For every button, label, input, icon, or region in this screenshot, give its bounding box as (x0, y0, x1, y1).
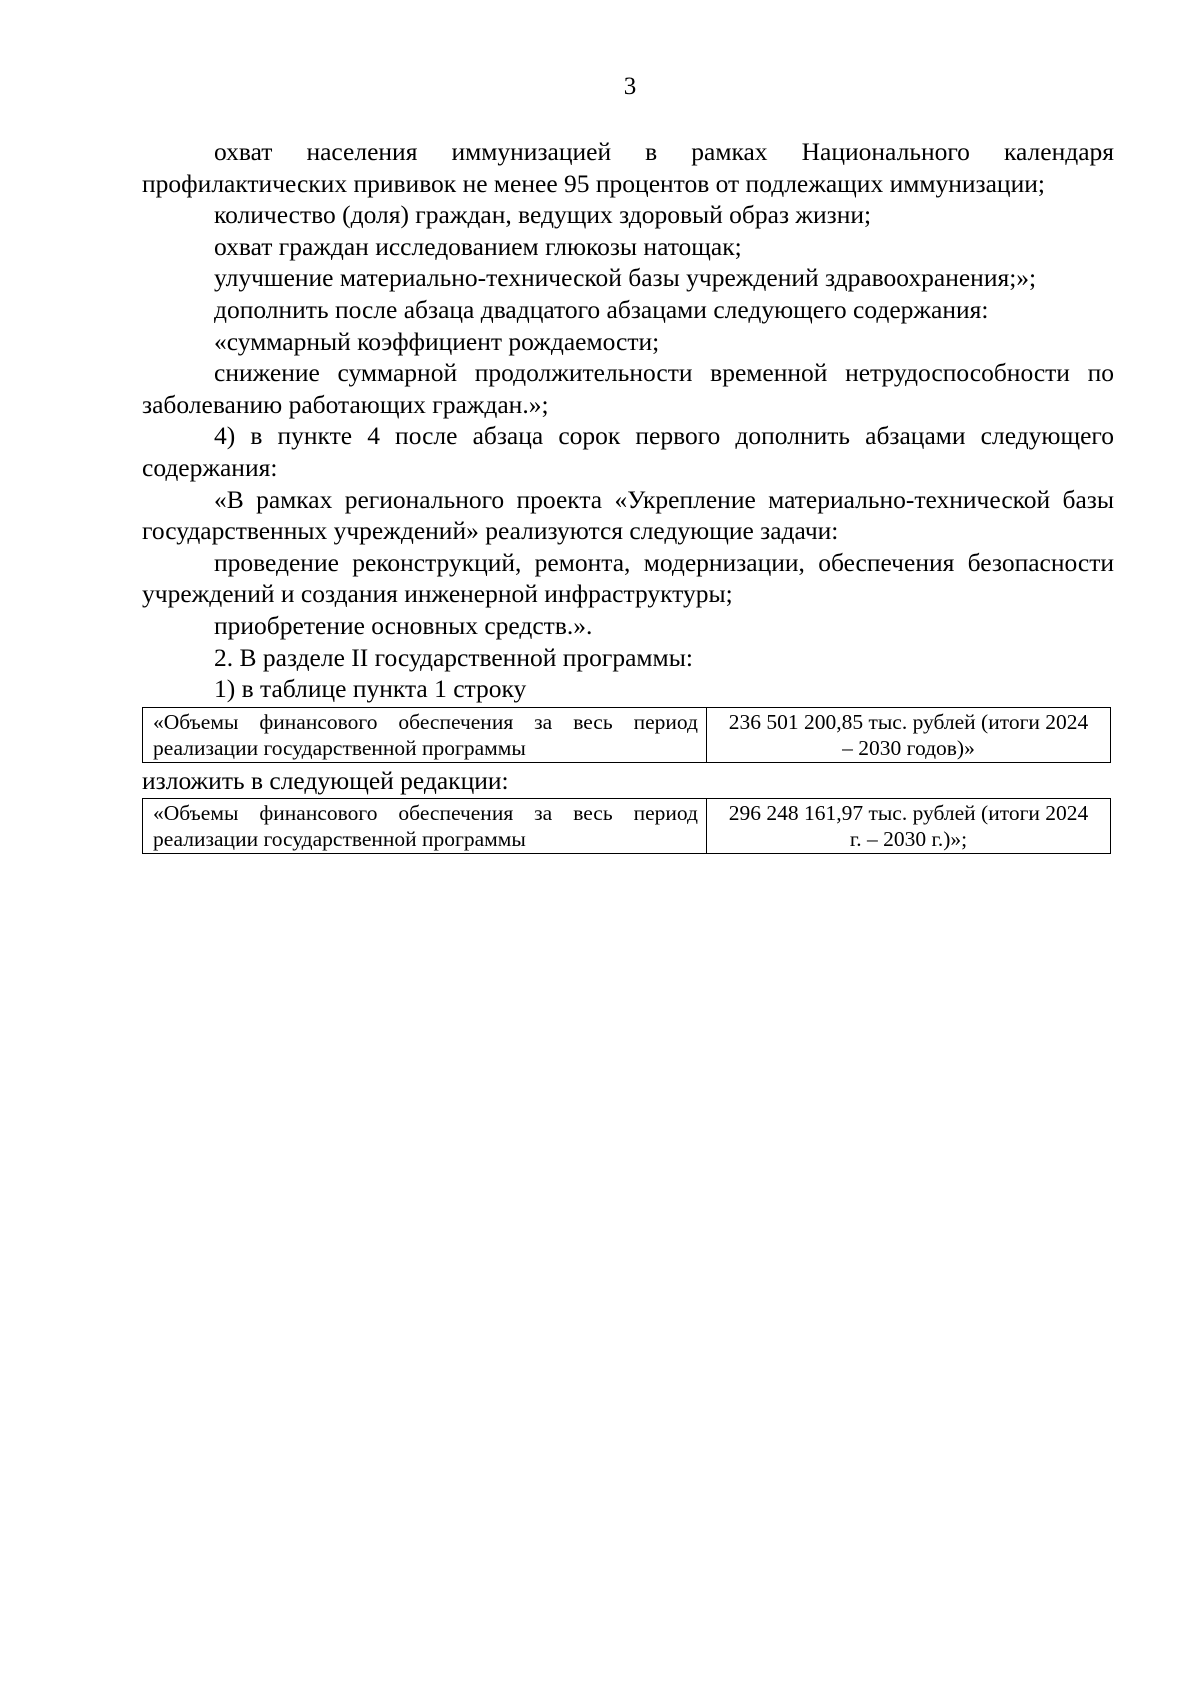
document-body (142, 136, 1114, 856)
paragraph-section-2: 2. В разделе II государственной программы: (214, 642, 693, 672)
paragraph-glucose-screening: охват граждан исследованием глюкозы натощак; (214, 231, 742, 261)
paragraph-table-row-intro: 1) в таблице пункта 1 строку (214, 674, 527, 704)
paragraph-item-4: 4) в пункте 4 после абзаца сорок первого дополнить абзацами следующего содержания: (142, 421, 1114, 482)
table-old-value: 236 501 200,85 тыс. рублей (итоги 2024 – 2030 годов)» (707, 707, 1111, 762)
paragraph-add-after-twentieth: дополнить после абзаца двадцатого абзацами следующего содержания: (214, 294, 989, 324)
table-old-label: «Объемы финансового обеспечения за весь период реализации государственной программы (143, 707, 707, 762)
table-new-value: 296 248 161,97 тыс. рублей (итоги 2024 г. – 2030 г.)»; (707, 799, 1111, 854)
table-new-row (142, 798, 1111, 854)
page-number: 3 (623, 73, 637, 100)
table-old-row (142, 707, 1111, 763)
table-row (143, 799, 1111, 854)
paragraph-reconstruction: проведение реконструкций, ремонта, модернизации, обеспечения безопасности учреждений и создания инженерной инфраструктуры; (142, 547, 1114, 609)
paragraph-regional-project: «В рамках регионального проекта «Укрепление материально-технической базы государственных учреждений» реализуются следующие задачи: (142, 484, 1114, 546)
table-row (143, 707, 1111, 762)
paragraph-fixed-assets: приобретение основных средств.». (214, 610, 593, 640)
paragraph-disability-reduction: снижение суммарной продолжительности временной нетрудоспособности по заболеванию работающих граждан.»; (142, 358, 1114, 419)
table-new-label: «Объемы финансового обеспечения за весь период реализации государственной программы (143, 799, 707, 854)
paragraph-healthy-lifestyle: количество (доля) граждан, ведущих здоровый образ жизни; (214, 200, 872, 230)
paragraph-new-edition: изложить в следующей редакции: (142, 765, 509, 795)
paragraph-immunization-coverage: охват населения иммунизацией в рамках Национального календаря профилактических прививок не менее 95 процентов от подлежащих иммунизации; (142, 137, 1114, 198)
paragraph-material-base: улучшение материально-технической базы учреждений здравоохранения;»; (214, 263, 1037, 293)
paragraph-fertility-rate: «суммарный коэффициент рождаемости; (214, 326, 660, 356)
